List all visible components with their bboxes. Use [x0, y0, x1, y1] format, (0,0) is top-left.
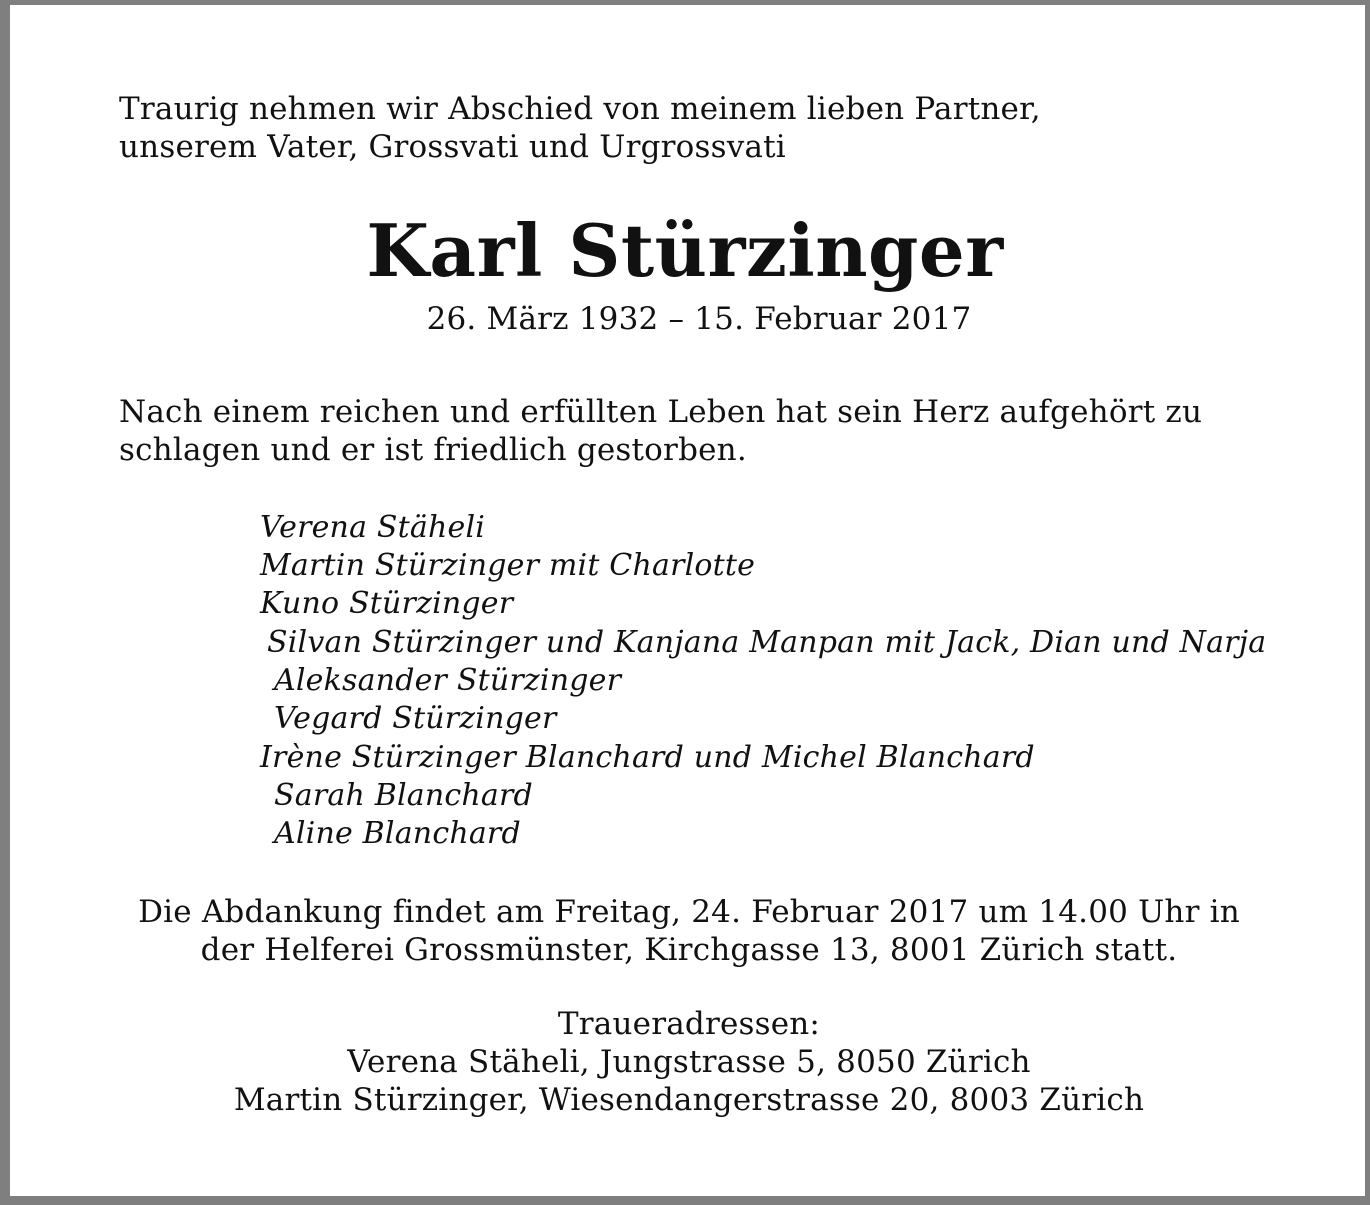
addresses-heading: Traueradressen:	[557, 1006, 821, 1042]
deceased-name: Karl Stürzinger	[366, 208, 1004, 293]
address-line: Martin Stürzinger, Wiesendangerstrasse 20, 8003 Zürich	[233, 1082, 1145, 1118]
body-text	[119, 393, 1202, 469]
body-line: schlagen und er ist friedlich gestorben.	[119, 432, 747, 468]
intro-text	[119, 90, 1041, 166]
family-member: Sarah Blanchard	[274, 778, 533, 813]
family-member: Aline Blanchard	[274, 816, 521, 851]
family-member: Aleksander Stürzinger	[274, 663, 622, 698]
mourning-addresses	[0, 1005, 1370, 1119]
funeral-info	[0, 893, 1370, 969]
family-member: Kuno Stürzinger	[260, 586, 514, 621]
life-dates: 26. März 1932 – 15. Februar 2017	[426, 301, 972, 337]
body-line: Nach einem reichen und erfüllten Leben hat sein Herz aufgehört zu	[119, 394, 1203, 430]
family-member: Vegard Stürzinger	[274, 701, 557, 736]
intro-line: unserem Vater, Grossvati und Urgrossvati	[119, 129, 786, 165]
funeral-info-line: der Helferei Grossmünster, Kirchgasse 13, 8001 Zürich statt.	[200, 932, 1178, 968]
funeral-info-line: Die Abdankung findet am Freitag, 24. Februar 2017 um 14.00 Uhr in	[138, 894, 1240, 930]
intro-line: Traurig nehmen wir Abschied von meinem lieben Partner,	[119, 91, 1041, 127]
family-member: Martin Stürzinger mit Charlotte	[260, 548, 756, 583]
family-member: Irène Stürzinger Blanchard und Michel Blanchard	[260, 740, 1035, 775]
family-member: Silvan Stürzinger und Kanjana Manpan mit Jack, Dian und Narja	[267, 625, 1267, 660]
address-line: Verena Stäheli, Jungstrasse 5, 8050 Zürich	[347, 1044, 1031, 1080]
family-member: Verena Stäheli	[260, 510, 486, 545]
